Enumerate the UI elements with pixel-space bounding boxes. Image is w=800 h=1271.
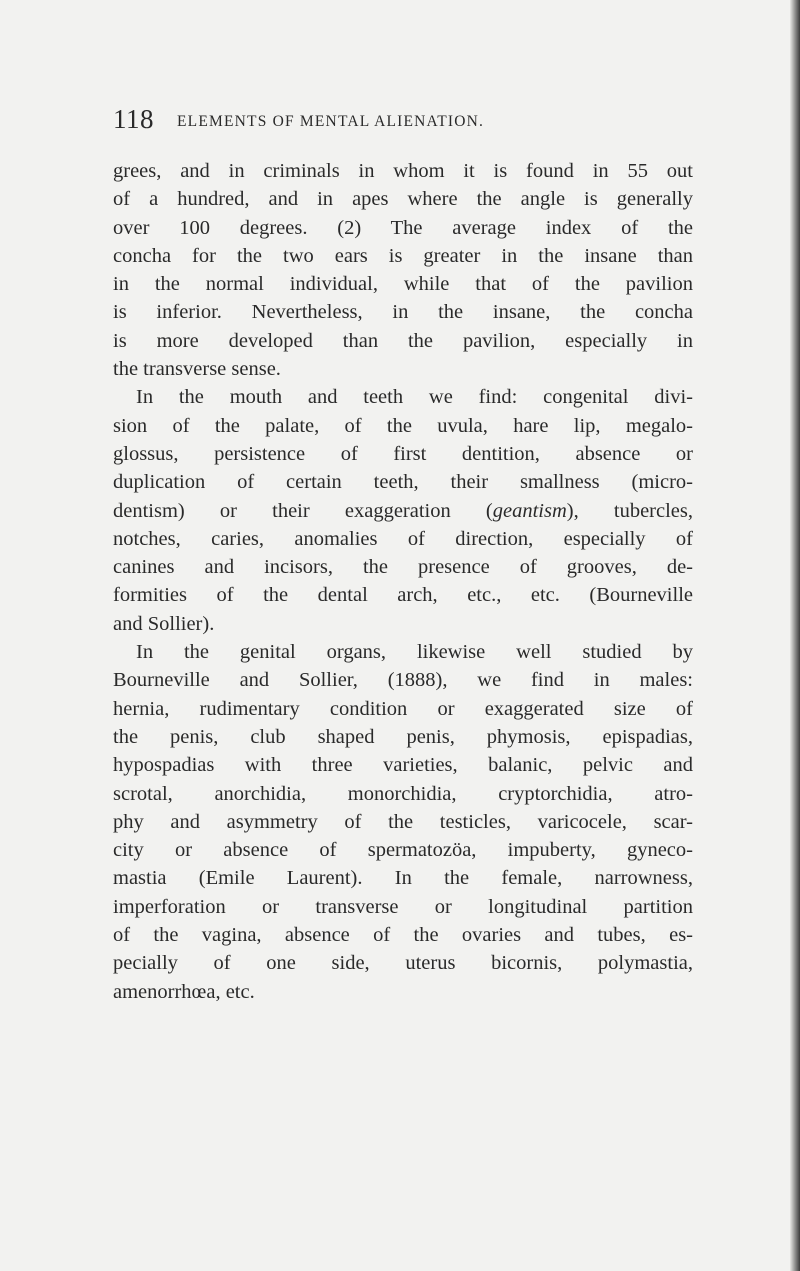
text-line: sion of the palate, of the uvula, hare lip, megalo-: [113, 414, 693, 437]
paragraph-ear-angle: [113, 157, 693, 383]
text-line: of a hundred, and in apes where the angle is generally: [113, 188, 693, 211]
text-line: imperforation or transverse or longitudinal partition: [113, 895, 693, 918]
page-edge-shadow: [790, 0, 800, 1271]
text-line: amenorrhœa, etc.: [113, 980, 255, 1003]
text-line: mastia (Emile Laurent). In the female, narrowness,: [113, 867, 693, 890]
text-line: concha for the two ears is greater in the insane than: [113, 244, 693, 267]
text-line-with-italic: [113, 497, 693, 525]
text-segment: dentism) or their exaggeration (: [113, 499, 493, 522]
text-line: pecially of one side, uterus bicornis, polymastia,: [113, 952, 693, 975]
text-line: the penis, club shaped penis, phymosis, epispadias,: [113, 725, 693, 748]
text-line: city or absence of spermatozöa, impuberty, gyneco-: [113, 839, 693, 862]
text-line: is more developed than the pavilion, especially in: [113, 329, 693, 352]
text-line: canines and incisors, the presence of grooves, de-: [113, 556, 693, 579]
text-line: hypospadias with three varieties, balanic, pelvic and: [113, 754, 693, 777]
text-line: in the normal individual, while that of the pavilion: [113, 273, 693, 296]
text-line: duplication of certain teeth, their smallness (micro-: [113, 471, 693, 494]
italic-term: geantism: [492, 499, 567, 522]
text-line: over 100 degrees. (2) The average index of the: [113, 216, 693, 239]
text-line: of the vagina, absence of the ovaries and tubes, es-: [113, 924, 693, 947]
paragraph-mouth-teeth: [113, 383, 693, 638]
text-line: is inferior. Nevertheless, in the insane, the concha: [113, 301, 693, 324]
text-line: scrotal, anorchidia, monorchidia, cryptorchidia, atro-: [113, 782, 693, 805]
paragraph-genital-organs: [113, 638, 693, 1006]
page-number: 118: [113, 104, 154, 134]
text-line: glossus, persistence of first dentition, absence or: [113, 442, 693, 465]
text-line: the transverse sense.: [113, 358, 281, 381]
text-line: notches, caries, anomalies of direction, especially of: [113, 527, 693, 550]
text-line: In the genital organs, likewise well studied by: [136, 641, 693, 664]
running-title: ELEMENTS OF MENTAL ALIENATION.: [177, 113, 485, 130]
text-line: Bourneville and Sollier, (1888), we find in males:: [113, 669, 693, 692]
text-line: hernia, rudimentary condition or exaggerated size of: [113, 697, 693, 720]
text-segment: ), tubercles,: [566, 499, 693, 522]
text-line: grees, and in criminals in whom it is found in 55 out: [113, 160, 693, 182]
running-head: [113, 104, 673, 135]
text-line: formities of the dental arch, etc., etc. (Bourneville: [113, 584, 693, 607]
text-line: phy and asymmetry of the testicles, varicocele, scar-: [113, 810, 693, 833]
body-text: [113, 157, 693, 1006]
text-line: and Sollier).: [113, 612, 215, 635]
text-line: In the mouth and teeth we find: congenital divi-: [136, 386, 693, 409]
